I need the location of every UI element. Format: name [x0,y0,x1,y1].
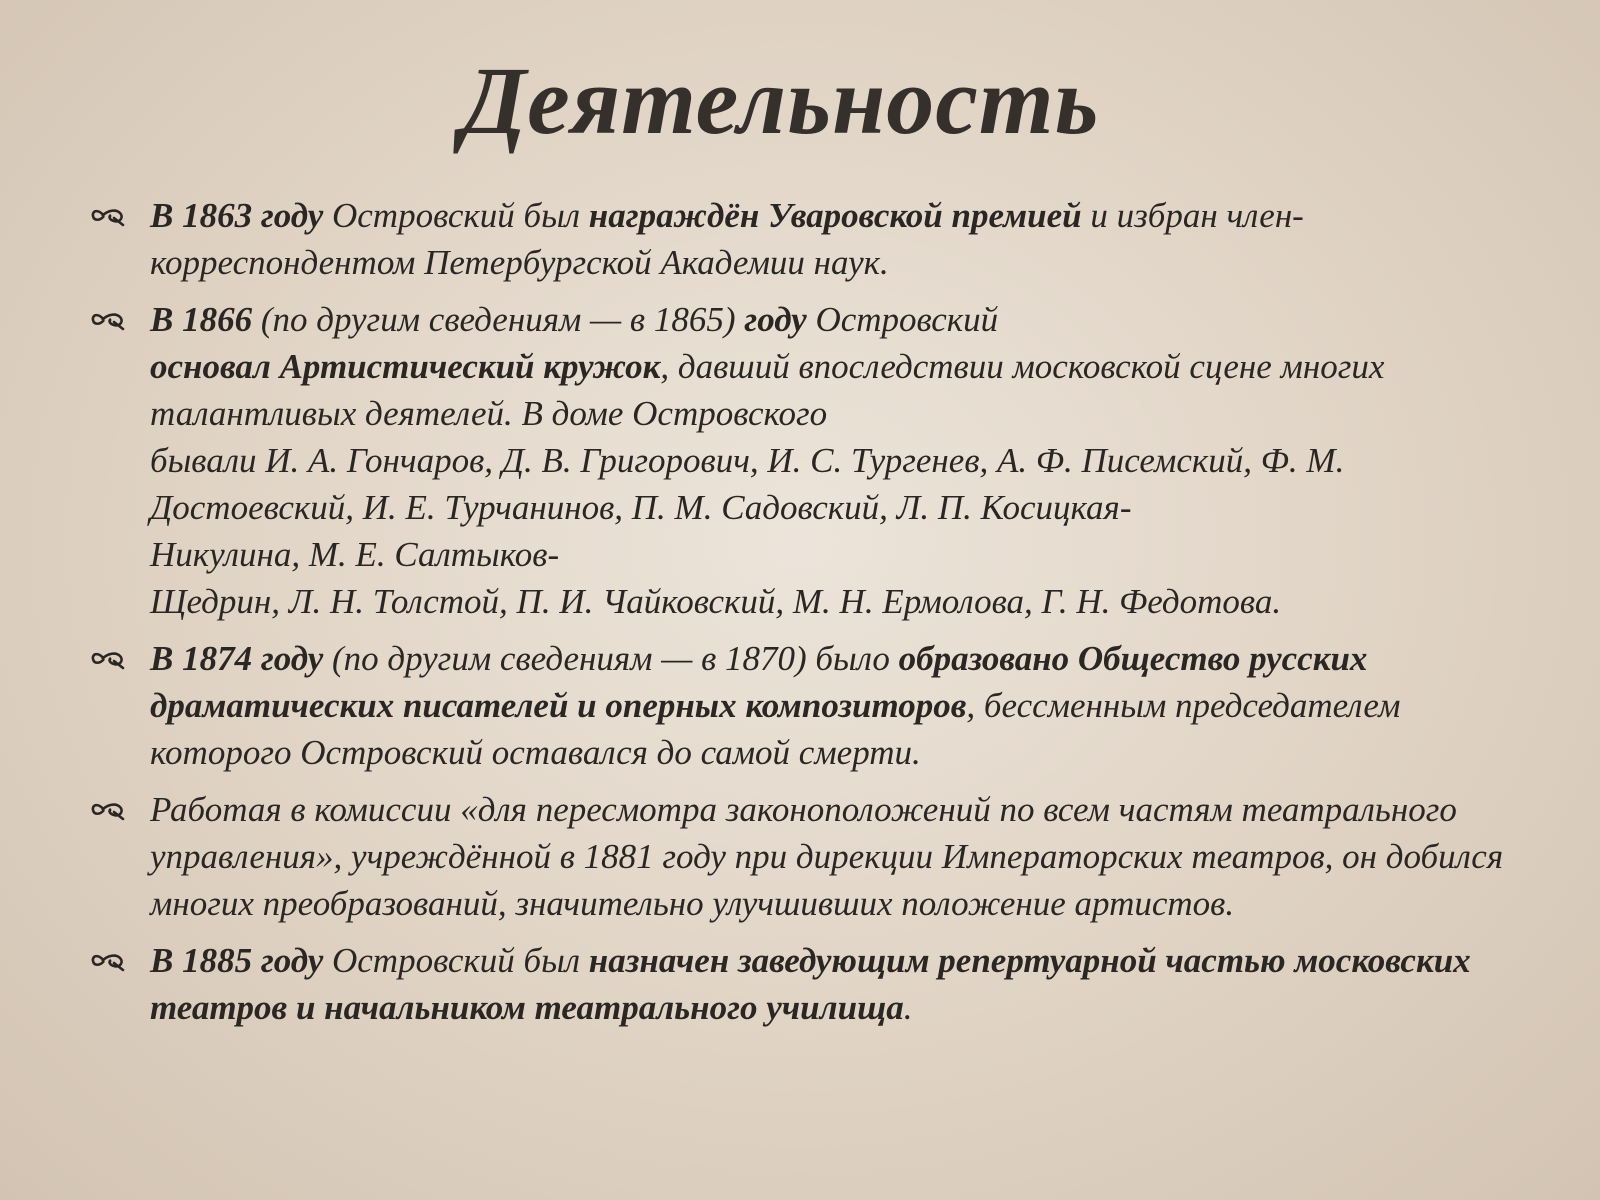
bullet-icon [88,937,128,984]
item-text [150,941,1471,1027]
list-item [88,937,1518,1031]
list-item [88,786,1518,927]
bold-text-segment: награждён Уваровской премией [588,196,1082,235]
text-segment: Островский был [323,941,589,980]
item-text [150,790,1503,923]
bold-text-segment: В 1885 году [150,941,324,980]
bullet-icon [88,296,128,343]
bold-text-segment: В 1866 [150,300,253,339]
item-text [150,639,1400,772]
list-item [88,296,1518,625]
bullet-icon [88,786,128,833]
text-segment: (по другим сведениям — в 1870) было [323,639,899,678]
bold-text-segment: году [744,300,807,339]
bold-text-segment: образовано Общество русских драматических писателей и оперных композиторов [150,639,1368,725]
text-segment: (по другим сведениям — в 1865) [252,300,745,339]
bold-text-segment: основал Артистический кружок [150,347,661,386]
bold-text-segment: назначен заведующим репертуарной частью московских театров и начальником театрального училища [150,941,1471,1027]
text-segment: Островский был [323,196,589,235]
bullet-list [88,192,1518,1041]
text-segment: Никулина, М. Е. Салтыков- [150,535,560,574]
text-segment: Островский [806,300,999,339]
bullet-icon [88,635,128,682]
bold-text-segment: В 1874 году [150,639,324,678]
item-text [150,196,1304,282]
item-text [150,300,1384,621]
text-segment: Щедрин, Л. Н. Толстой, П. И. Чайковский, М. Н. Ермолова, Г. Н. Федотова. [150,582,1282,621]
bold-text-segment: В 1863 году [150,196,324,235]
text-segment: Работая в комиссии «для пересмотра законоположений по всем частям театрального управления», учреждённой в 1881 году при дирекции Императорских театров, он добился многих преобразований, значительно улучшивших положение артистов. [150,790,1504,923]
text-segment: , бессменным председателем которого Островский оставался до самой смерти. [150,686,1401,772]
text-segment: , давший впоследствии московской сцене многих талантливых деятелей. В доме Островского [150,347,1385,433]
text-segment: и избран член-корреспондентом Петербургской Академии наук. [150,196,1304,282]
list-item [88,635,1518,776]
list-item [88,192,1518,286]
text-segment: . [903,988,913,1027]
slide-title: Деятельность [460,47,1100,154]
bullet-icon [88,192,128,239]
text-segment: бывали И. А. Гончаров, Д. В. Григорович, И. С. Тургенев, А. Ф. Писемский, Ф. М. Достоевский, И. Е. Турчанинов, П. М. Садовский, Л. П. Косицкая- [150,441,1345,527]
